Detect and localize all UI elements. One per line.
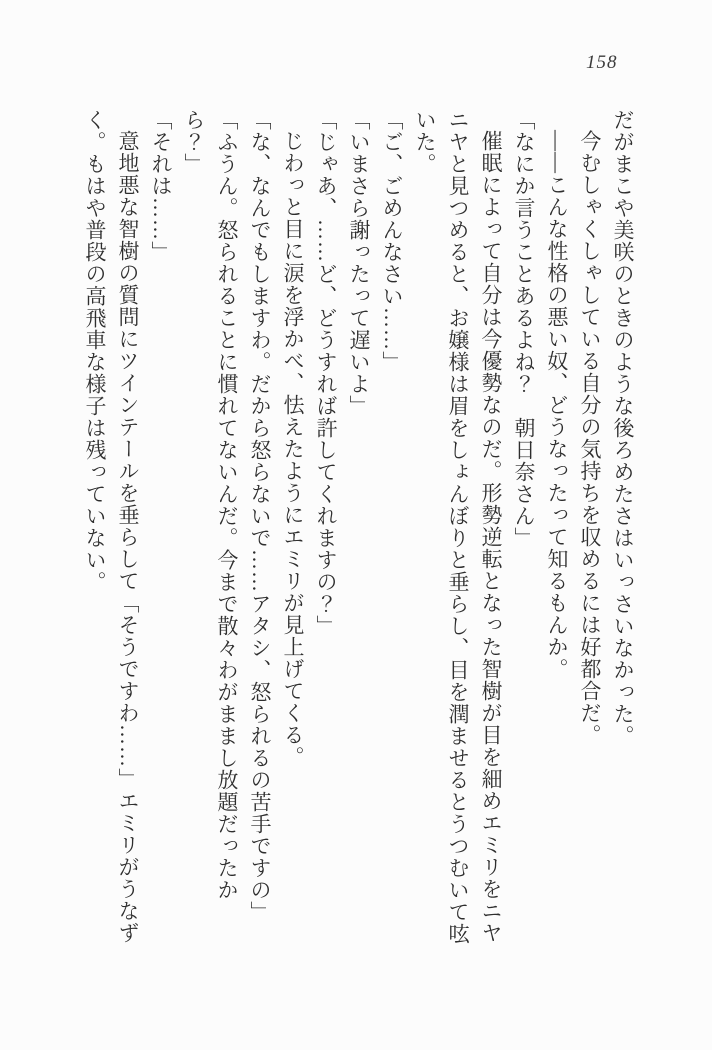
paragraph: 「ふうん。怒られることに慣れてないんだ。今まで散々わがままし放題だったから？」 xyxy=(182,109,239,901)
paragraph: 今むしゃくしゃしている自分の気持ちを収めるには好都合だ。 xyxy=(578,130,602,746)
paragraph: 「いまさら謝ったって遅いよ」 xyxy=(347,109,371,417)
paragraph: 「それは……」 xyxy=(149,109,173,263)
body-text xyxy=(78,109,639,949)
paragraph: 意地悪な智樹の質問にツインテールを垂らして「そうですわ……」エミリがうなずく。もはや普段の高飛車な様子は残っていない。 xyxy=(83,109,140,944)
page-number: 158 xyxy=(586,52,618,73)
paragraph: 催眠によって自分は今優勢なのだ。形勢逆転となった智樹が目を細めエミリをニヤニヤと見つめると、お嬢様は眉をしょんぼりと垂らし、目を潤ませるとうつむいて呟いた。 xyxy=(413,109,503,945)
paragraph: 「なにか言うことあるよね？ 朝日奈さん」 xyxy=(512,109,536,549)
paragraph: 「ご、ごめんなさい……」 xyxy=(380,109,404,373)
paragraph: 「な、なんでもしますわ。だから怒らないで……アタシ、怒られるの苦手ですの」 xyxy=(248,109,272,923)
paragraph: じわっと目に涙を浮かべ、怯えたようにエミリが見上げてくる。 xyxy=(281,130,305,768)
paragraph: だがまこや美咲のときのような後ろめたさはいっさいなかった。 xyxy=(611,109,635,747)
paragraph: 「じゃあ、……ど、どうすれば許してくれますの？」 xyxy=(314,109,338,637)
paragraph: ――こんな性格の悪い奴、どうなったって知るもんか。 xyxy=(545,130,569,680)
